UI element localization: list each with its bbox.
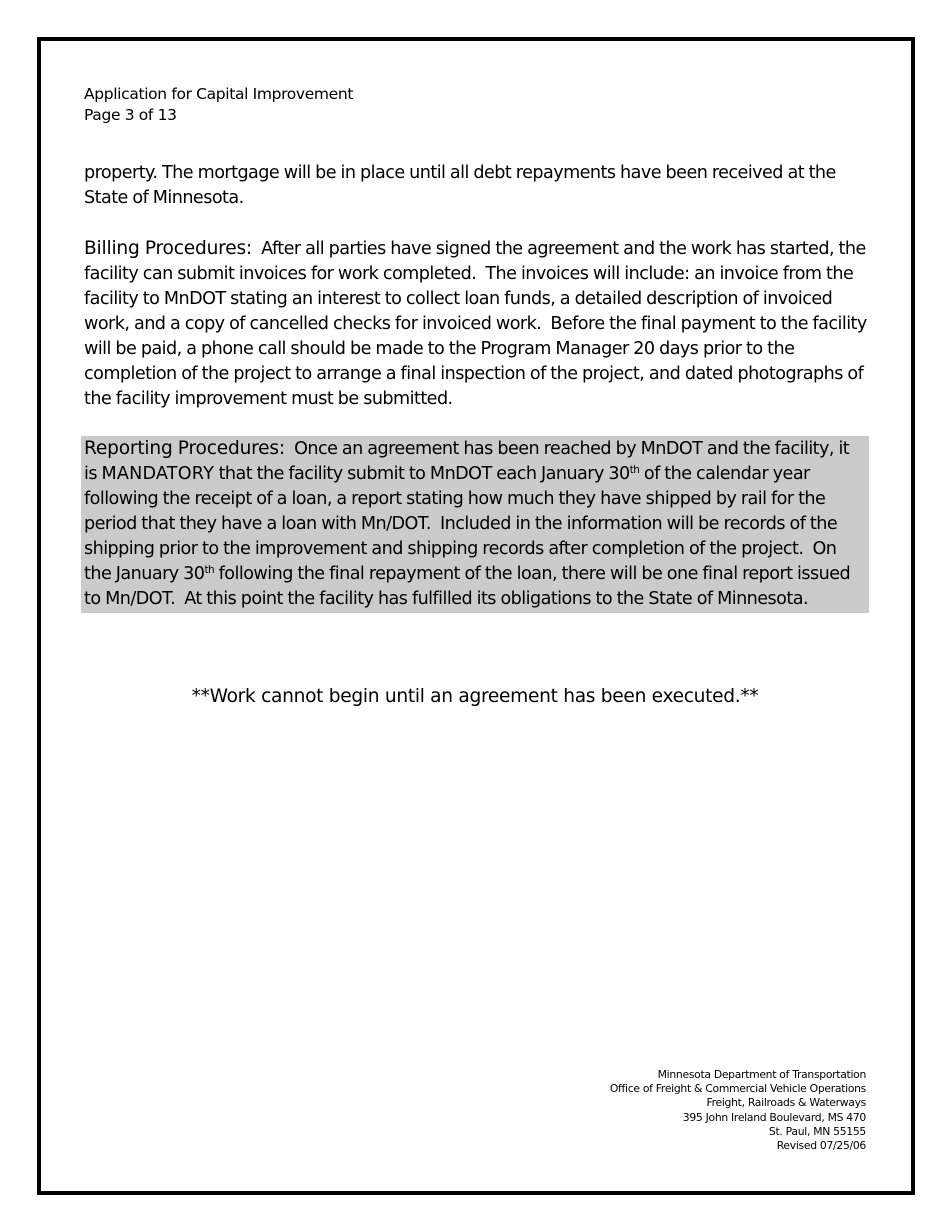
reporting-text-d: following the final repayment of the loan, there will be one final report issued to Mn/DOT. At this point the facility has fulfilled its obligations to the State of Minnesota. [84, 564, 855, 609]
reporting-text-c: of the calendar year following the receipt of a loan, a report stating how much they have shipped by rail for the period that they have a loan with Mn/DOT. Included in the information will be records of the shipping prior to the improvement and shipping records after completion of the project. On the January 30 [84, 464, 842, 584]
billing-procedures-text: After all parties have signed the agreement and the work has started, the facility can submit invoices for work completed. The invoices will include: an invoice from the facility to MnDOT stating an interest to collect loan funds, a detailed description of invoiced work, and a copy of cancelled checks for invoiced work. Before the final payment to the facility will be paid, a phone call should be made to the Program Manager 20 days prior to the completion of the project to arrange a final inspection of the project, and dated photographs of the facility improvement must be submitted. [84, 239, 872, 409]
billing-procedures-paragraph [84, 236, 870, 412]
footer-revised: Revised 07/25/06 [776, 1139, 866, 1153]
reporting-procedures-paragraph [81, 436, 869, 613]
mortgage-paragraph [84, 161, 870, 211]
footer-office: Office of Freight & Commercial Vehicle Operations [609, 1082, 866, 1096]
footer-city: St. Paul, MN 55155 [768, 1124, 866, 1138]
footer-street: 395 John Ireland Boulevard, MS 470 [682, 1110, 866, 1124]
reporting-procedures-label: Reporting Procedures: [84, 438, 285, 459]
ordinal-suffix-1: th [629, 464, 640, 476]
ordinal-suffix-2: th [204, 564, 215, 576]
footer-department: Minnesota Department of Transportation [657, 1068, 866, 1081]
mandatory-emphasis: MANDATORY [101, 464, 215, 484]
page-number: Page 3 of 13 [84, 106, 177, 124]
footer-division: Freight, Railroads & Waterways [706, 1096, 866, 1110]
mortgage-text: property. The mortgage will be in place until all debt repayments have been received at the State of Minnesota. [84, 163, 836, 208]
page-header [84, 84, 353, 126]
billing-procedures-label: Billing Procedures: [84, 238, 252, 259]
footer-address [610, 1068, 866, 1153]
work-notice: **Work cannot begin until an agreement has been executed.** [191, 686, 759, 707]
reporting-text-b: that the facility submit to MnDOT each January 30 [214, 464, 630, 484]
reporting-text-a: Once an agreement has been reached by MnDOT and the facility, it is [84, 439, 854, 484]
document-title: Application for Capital Improvement [84, 85, 354, 103]
